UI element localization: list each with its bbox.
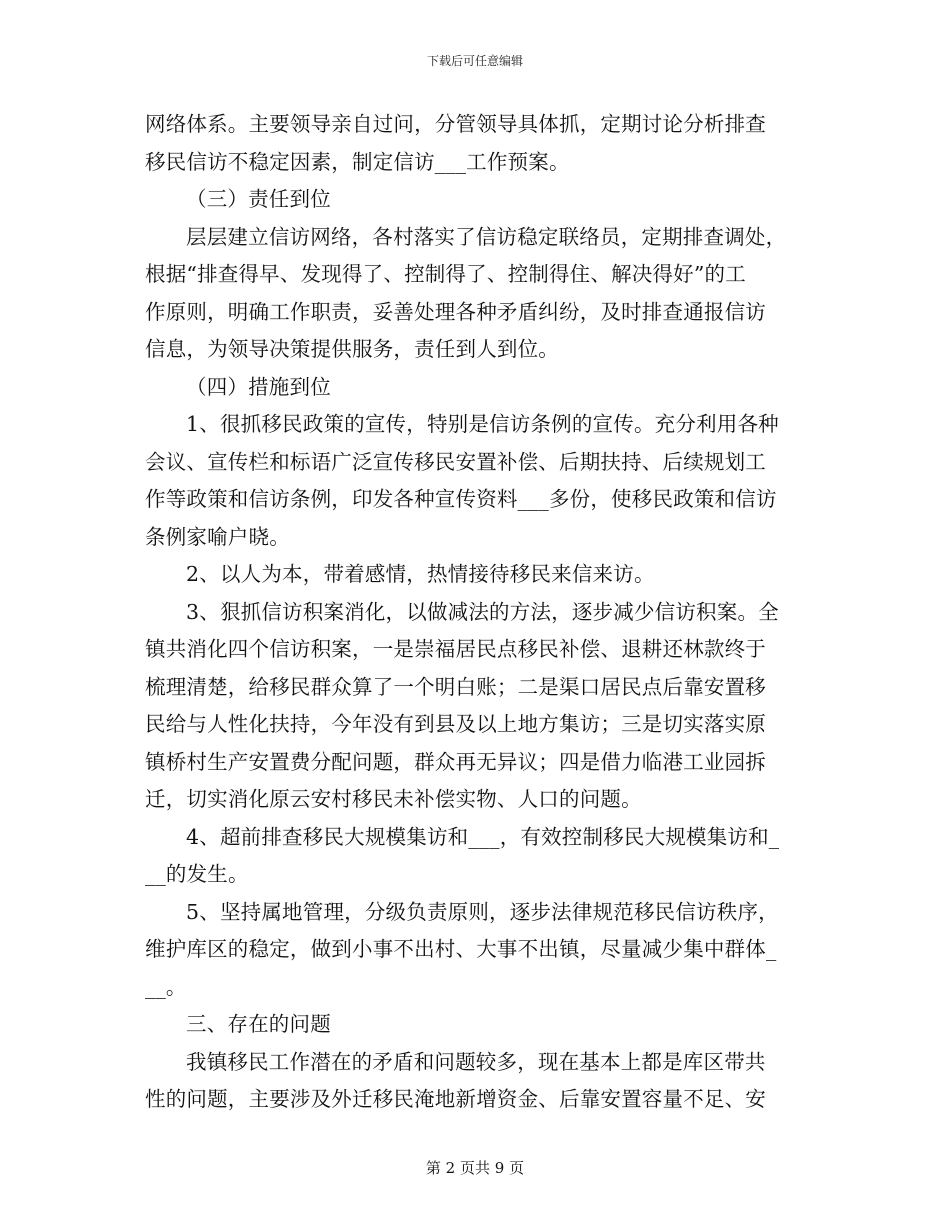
text-line: 网络体系。主要领导亲自过问，分管领导具体抓，定期讨论分析排查: [145, 112, 766, 136]
text-line: 作原则，明确工作职责，妥善处理各种矛盾纠纷，及时排查通报信访: [145, 299, 766, 324]
text-line: 3、狠抓信访积案消化，以做减法的方法，逐步减少信访积案。全: [186, 599, 779, 624]
text-line: 5、坚持属地管理，分级负责原则，逐步法律规范移民信访秩序，: [186, 899, 779, 924]
text-line: __。: [145, 974, 187, 999]
text-line: 移民信访不稳定因素，制定信访___工作预案。: [145, 149, 570, 174]
text-line: 镇桥村生产安置费分配问题，群众再无异议；四是借力临港工业园拆: [145, 749, 766, 774]
text-line: 根据“排查得早、发现得了、控制得了、控制得住、解决得好”的工: [145, 262, 746, 286]
text-line: __的发生。: [145, 862, 249, 886]
text-line: 我镇移民工作潜在的矛盾和问题较多，现在基本上都是库区带共: [186, 1049, 766, 1074]
page-header: 下载后可任意编辑: [426, 54, 523, 68]
text-line: 会议、宣传栏和标语广泛宣传移民安置补偿、后期扶持、后续规划工: [145, 449, 766, 474]
text-line: 1、很抓移民政策的宣传，特别是信访条例的宣传。充分利用各种: [186, 412, 779, 436]
text-line: 条例家喻户晓。: [145, 524, 290, 549]
text-line: 维护库区的稳定，做到小事不出村、大事不出镇，尽量减少集中群体_: [145, 937, 777, 961]
text-line: （三）责任到位: [186, 187, 331, 211]
text-line: 层层建立信访网络，各村落实了信访稳定联络员，定期排查调处，: [186, 224, 787, 249]
text-line: 作等政策和信访条例，印发各种宣传资料___多份，使移民政策和信访: [145, 487, 777, 511]
text-line: 民给与人性化扶持，今年没有到县及以上地方集访；三是切实落实原: [145, 712, 766, 736]
text-line: 信息，为领导决策提供服务，责任到人到位。: [145, 337, 559, 361]
page-footer: 第 2 页共 9 页: [425, 1159, 525, 1177]
text-line: 迁，切实消化原云安村移民未补偿实物、人口的问题。: [145, 787, 642, 811]
document-body: [145, 106, 810, 1119]
text-line: 4、超前排查移民大规模集访和___，有效控制移民大规模集访和_: [186, 824, 780, 849]
text-line: 三、存在的问题: [186, 1012, 331, 1036]
text-line: 梳理清楚，给移民群众算了一个明白账；二是渠口居民点后靠安置移: [145, 674, 766, 699]
text-line: 2、以人为本，带着感情，热情接待移民来信来访。: [186, 562, 655, 586]
text-line: 镇共消化四个信访积案，一是崇福居民点移民补偿、退耕还林款终于: [145, 637, 766, 661]
text-line: 性的问题，主要涉及外迁移民淹地新增资金、后靠安置容量不足、安: [145, 1087, 766, 1111]
text-line: （四）措施到位: [186, 374, 331, 399]
